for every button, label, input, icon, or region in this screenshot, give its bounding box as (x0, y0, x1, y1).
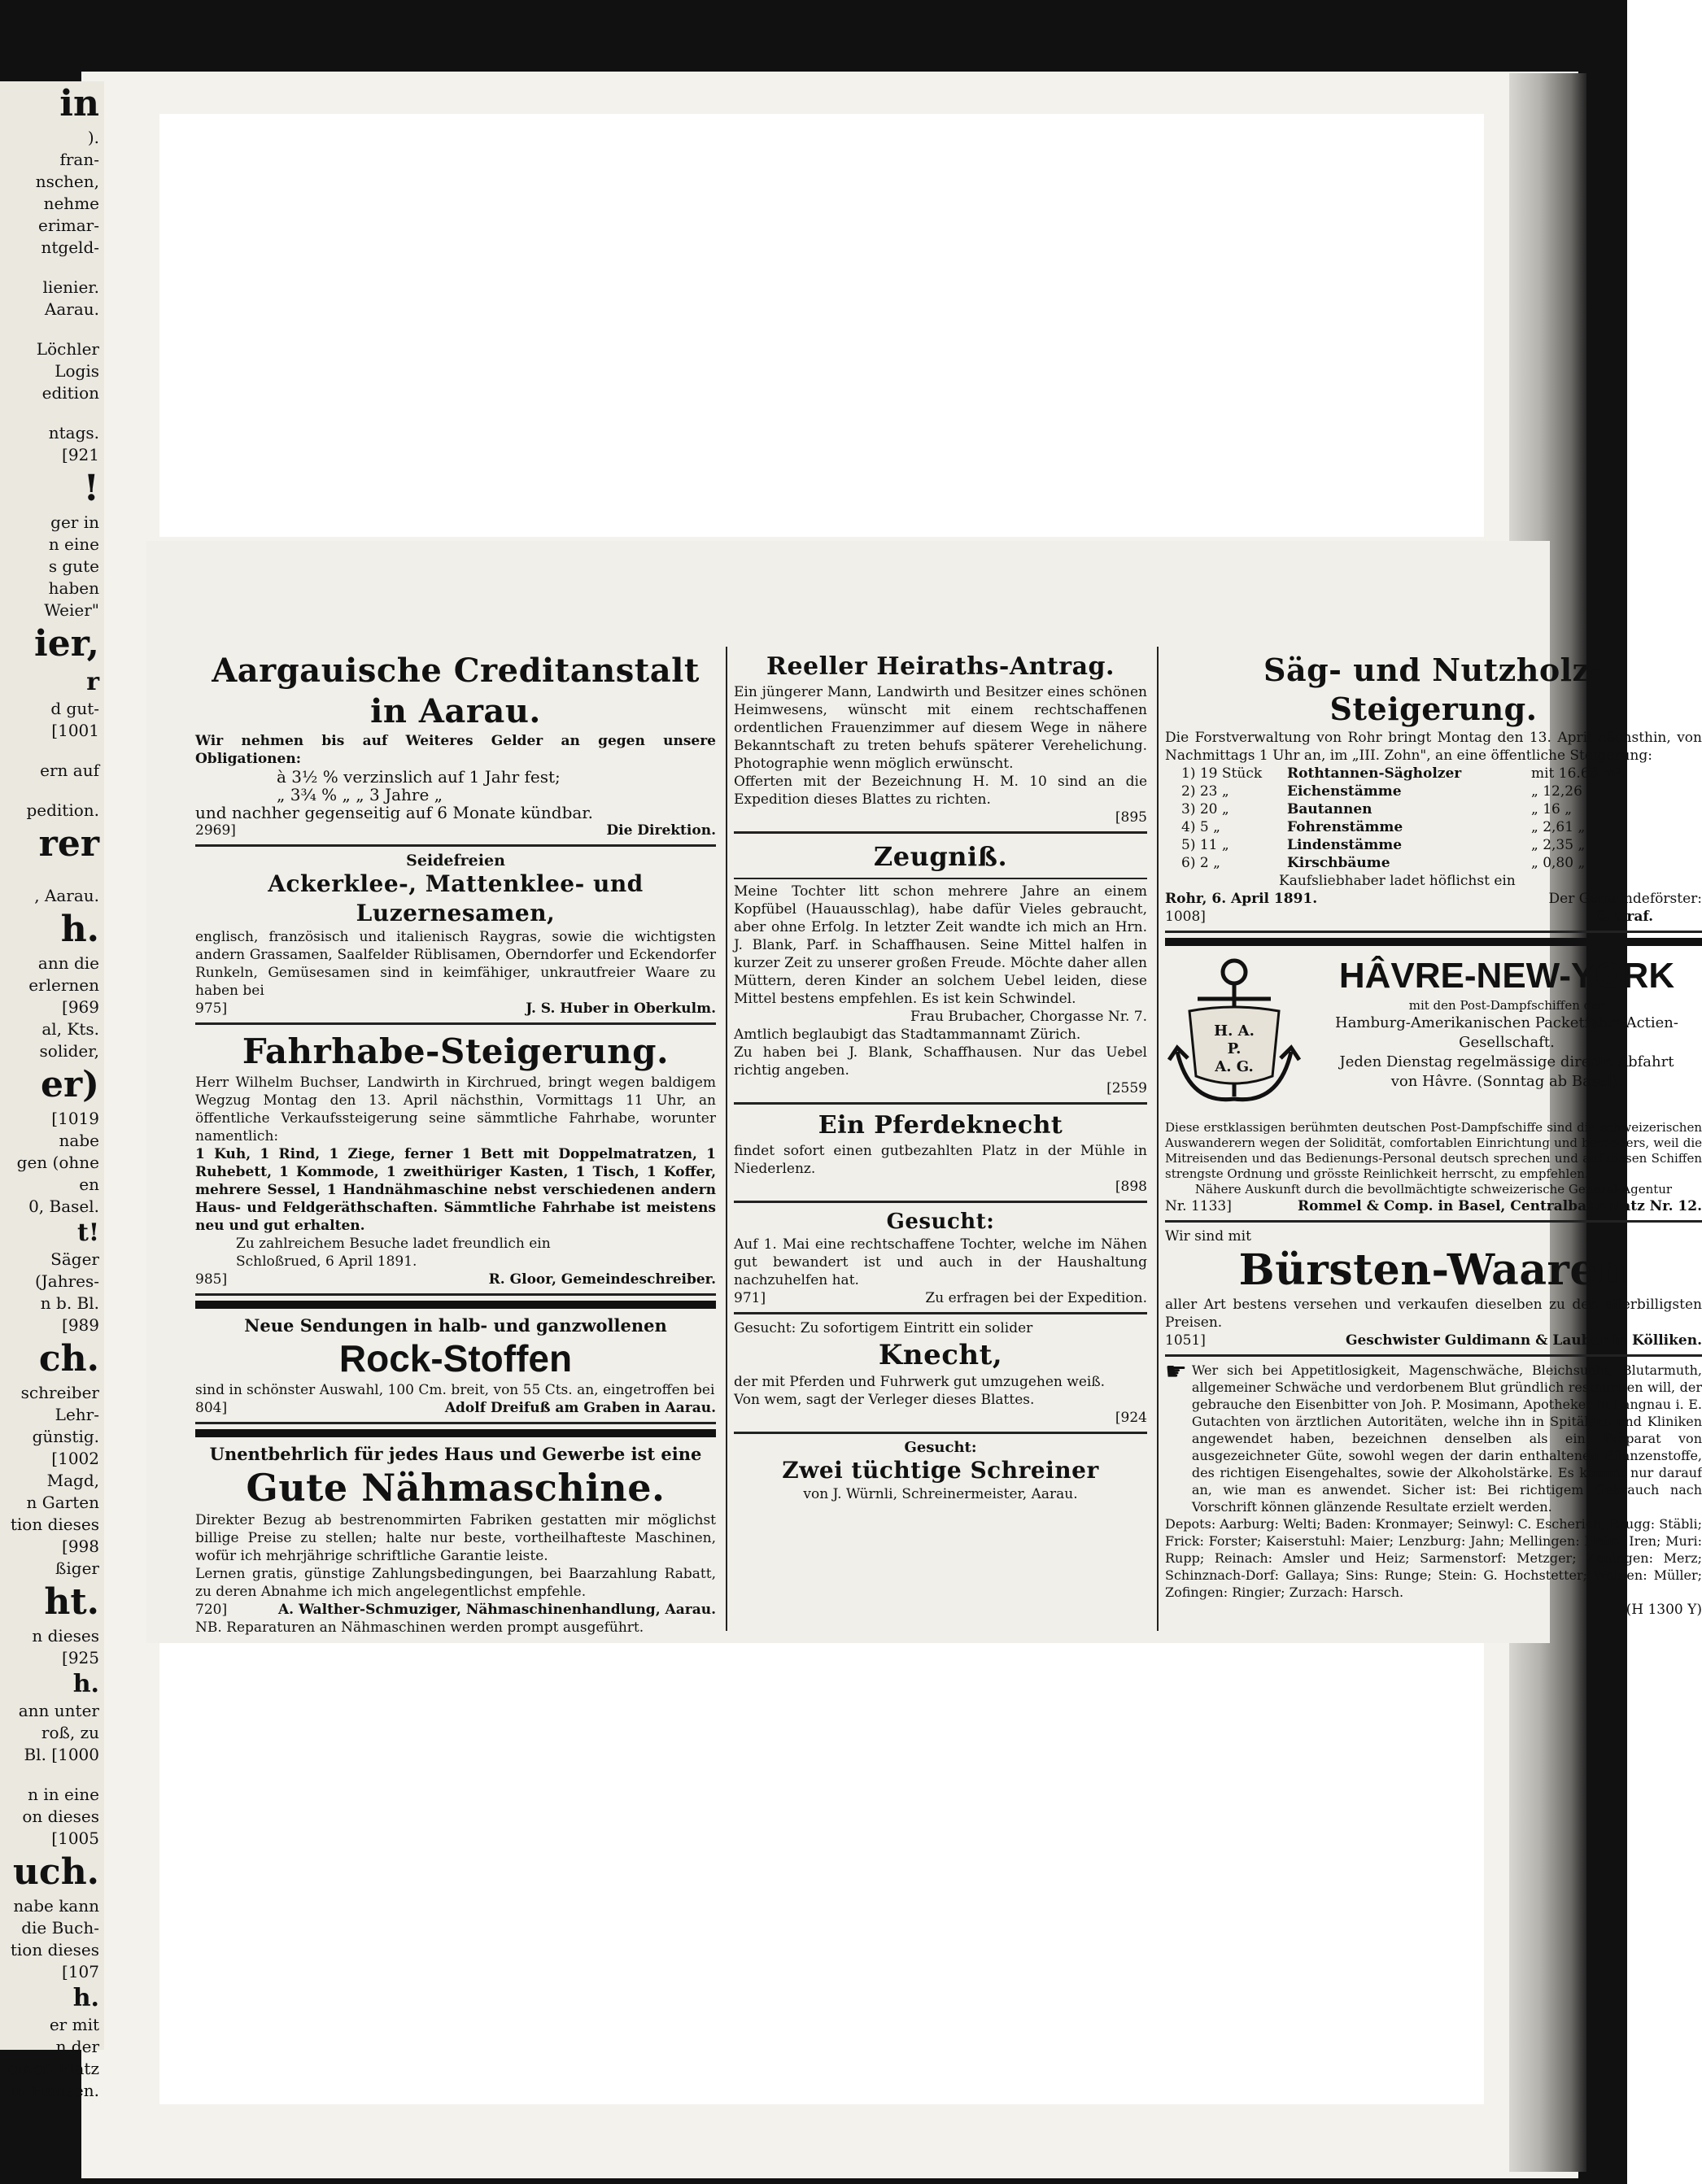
adjacent-page-fragment: h. (72, 1984, 99, 2012)
adjacent-page-fragment (0, 404, 104, 422)
wood-lot-row (1165, 782, 1702, 800)
adjacent-page-fragment: n dieses (32, 1626, 99, 1646)
lot-volume: „ 2,61 „ (1531, 819, 1586, 835)
ad-text: NB. Reparaturen an Nähmaschinen werden prompt ausgeführt. (195, 1619, 644, 1636)
ad-pretitle: Neue Sendungen in halb- und ganzwollenen (244, 1315, 667, 1336)
wood-lot-row (1165, 854, 1702, 872)
lot-item: Kirschbäume (1287, 855, 1390, 871)
ad-seeds (195, 847, 716, 1025)
ad-title: Reeller Heiraths-Antrag. (766, 652, 1115, 681)
ad-title: Knecht, (878, 1339, 1003, 1371)
adjacent-page-fragment: n der (55, 2037, 99, 2056)
adjacent-page-fragment: ntags. (48, 423, 99, 442)
blank-region-top (159, 114, 1484, 537)
ad-title: Gute Nähmaschine. (246, 1466, 666, 1510)
ad-signature: S. Graf. (1595, 909, 1653, 925)
lot-volume: „ 16 „ (1531, 801, 1573, 817)
adjacent-page-fragment (0, 320, 104, 338)
adjacent-page-fragment: er mit (49, 2015, 99, 2034)
adjacent-page-fragment: die Buch- (21, 1918, 99, 1938)
adjacent-page-fragment: on dieses (22, 1807, 99, 1826)
adjacent-page-fragment: Weier" (44, 600, 99, 620)
adjacent-page-fragment (0, 742, 104, 760)
ad-text: der mit Pferden und Fuhrwerk gut umzugehen weiß. (734, 1374, 1106, 1390)
ad-text: Jeden Dienstag regelmässige directe Abfahrt (1339, 1053, 1674, 1070)
ad-text: Auf 1. Mai eine rechtschaffene Tochter, welche im Nähen gut bewandert ist und auch in der Haushaltung nachzuhelfen hat. (734, 1236, 1147, 1288)
column-left (195, 651, 716, 1638)
adjacent-page-fragment: h. (60, 909, 99, 950)
svg-text:P.: P. (1227, 1040, 1242, 1057)
adjacent-page-fragment: schreiber (20, 1383, 99, 1402)
ad-signature: Adolf Dreifuß am Graben in Aarau. (444, 1400, 716, 1416)
column-rule (1157, 647, 1159, 1631)
ad-title: Zwei tüchtige Schreiner (782, 1457, 1099, 1484)
ad-text: „ 3¾ % „ „ 3 Jahre „ (277, 785, 443, 804)
adjacent-page-fragment: ). (87, 128, 99, 147)
ad-text: Von wem, sagt der Verleger dieses Blattes. (734, 1392, 1035, 1408)
ad-heiraths-antrag (734, 651, 1147, 834)
ad-number: 971] (734, 1290, 766, 1306)
lot-number: 4) 5 „ (1181, 819, 1220, 835)
column-rule (726, 647, 727, 1631)
ad-signature: Rommel & Comp. in Basel, Centralbahnplatz Nr. 12. (1297, 1198, 1702, 1214)
lot-number: 1) 19 Stück (1181, 765, 1263, 782)
wood-lot-row (1165, 765, 1702, 782)
ad-title: Säg- und Nutzholz-Steigerung. (1263, 652, 1604, 727)
adjacent-page-fragment (0, 867, 104, 885)
ad-buersten-waaren (1165, 1223, 1702, 1357)
adjacent-page-strip (0, 81, 104, 2100)
adjacent-page-fragment: [107 (62, 1962, 99, 1981)
lot-number: 6) 2 „ (1181, 855, 1220, 871)
adjacent-page-fragment: Säger (50, 1249, 99, 1269)
adjacent-page-fragment: ßiger (55, 1558, 99, 1578)
ad-eisenbitter (1165, 1357, 1702, 1624)
adjacent-page-fragment: Magd, (46, 1471, 99, 1490)
adjacent-page-fragment: pedition. (26, 800, 99, 820)
ad-number: 1051] (1165, 1332, 1206, 1349)
wood-lot-row (1165, 836, 1702, 854)
adjacent-page-fragment: nabe kann (13, 1896, 99, 1916)
ad-naehmaschine (195, 1442, 716, 1638)
adjacent-page-fragment: uch. (12, 1851, 99, 1893)
svg-text:H. A.: H. A. (1214, 1022, 1255, 1040)
ad-pretitle: Seidefreien (406, 852, 505, 870)
ad-text: Ein jüngerer Mann, Landwirth und Besitzer eines schönen Heimwesens, wünscht mit einem rechtschaffenen ordentlichen Frauenzimmer auf diesem Wege in nähere Bekanntschaft zu treten behufs späterer Verehelichung. Photographie wenn möglich erwünscht. (734, 684, 1147, 772)
ad-text: Depots: Aarburg: Welti; Baden: Kronmayer; Seinwyl: C. Escherich; Brugg: Stäbli; Frick: Forster; Kaiserstuhl: Maier; Lenzburg: Jahn; Mellingen: Heim; Iren; Muri: Rupp; Reinach: Amsler und Heiz; Sarmenstorf: Metzger; Zeningen: Merz; Schinznach-Dorf: Gallaya; Sins: Runge; Stein: G. Hochstetter; Wohlen: Müller; Zofingen: Ringier; Zurzach: Harsch. (1165, 1516, 1702, 1600)
adjacent-page-fragment (0, 259, 104, 277)
ad-text: Der Gemeindeförster: (1548, 891, 1702, 907)
ad-number: 1008] (1165, 909, 1206, 925)
ad-number: 985] (195, 1271, 228, 1288)
ad-pretitle: Unentbehrlich für jedes Haus und Gewerbe ist eine (209, 1444, 702, 1464)
adjacent-page-fragment: nschen, (35, 172, 99, 191)
adjacent-page-fragment: [1002 (51, 1449, 99, 1468)
adjacent-page-fragment (0, 1766, 104, 1784)
ad-havre-new-york (1165, 951, 1702, 1223)
adjacent-page-fragment: ntgeld- (41, 238, 99, 257)
ad-text: Rohr, 6. April 1891. (1165, 891, 1318, 907)
adjacent-page-fragment: fran- (59, 150, 99, 169)
ad-creditanstalt (195, 651, 716, 847)
ad-number: [895 (1115, 809, 1147, 826)
ad-title: Aargauische Creditanstalt in Aarau. (212, 652, 700, 730)
adjacent-page-fragment: ier, (33, 623, 99, 665)
ad-text: Die Forstverwaltung von Rohr bringt Montag den 13. April nächsthin, von Nachmittags 1 Uhr an, im „III. Zohn", an eine öffentliche Steigerung: (1165, 730, 1702, 764)
ad-signature: Frau Brubacher, Chorgasse Nr. 7. (910, 1009, 1147, 1025)
adjacent-page-fragment: [1019 (51, 1109, 99, 1128)
adjacent-page-fragment: rer (38, 823, 99, 865)
column-middle (734, 651, 1147, 1508)
ad-signature: Geschwister Guldimann & Lauber in Kölliken. (1345, 1332, 1702, 1349)
divider-bar (1165, 938, 1702, 946)
adjacent-page-fragment: d gut- (50, 699, 99, 718)
ad-text: Diese erstklassigen berühmten deutschen Post-Dampfschiffe sind die schweizerischen Auswanderern wegen der Solidität, comfortablen Einrichtung und besonders, weil die Mitreisenden und das Bedienungs-Personal deutsch sprechen und auf diesen Schiffen strengste Ordnung und grösste Reinlichkeit herrscht, zu empfehlen. (1165, 1120, 1702, 1181)
ad-text: mit den Post-Dampfschiffen der (1408, 998, 1605, 1013)
ad-text: englisch, französisch und italienisch Raygras, sowie die wichtigsten andern Grassamen, Saalfelder Rüblisamen, Oberndorfer und Eckendorfer Runkeln, Gemüsesamen sind in keimfähiger, unkrautfreier Waare zu haben bei (195, 929, 716, 999)
adjacent-page-fragment: n eine (48, 534, 99, 554)
adjacent-page-fragment: n in eine (28, 1785, 99, 1804)
ad-text: Kaufsliebhaber ladet höflichst ein (1279, 873, 1516, 889)
adjacent-page-fragment: r (86, 668, 99, 696)
lot-volume: „ 12,26 „ (1531, 783, 1595, 800)
adjacent-page-fragment: roß, zu (41, 1723, 99, 1742)
ad-number: [924 (1115, 1410, 1147, 1426)
adjacent-page-fragment: n b. Bl. (40, 1293, 99, 1313)
ad-zeugniss (734, 834, 1147, 1105)
adjacent-page-fragment: n Garten (26, 1493, 99, 1512)
lot-item: Eichenstämme (1287, 783, 1402, 800)
ad-title: Ein Pferdeknecht (818, 1111, 1063, 1140)
ad-holz-steigerung (1165, 651, 1702, 933)
lot-number: 5) 11 „ (1181, 837, 1229, 853)
lot-volume: „ 0,80 „ (1531, 855, 1586, 871)
ad-text: und nachher gegenseitig auf 6 Monate kündbar. (195, 803, 594, 822)
adjacent-page-fragment: ger in (50, 512, 99, 532)
adjacent-page-fragment: Aarau. (44, 299, 99, 319)
ad-number: 975] (195, 1000, 228, 1017)
adjacent-page-fragment: erimar- (38, 216, 99, 235)
pointing-hand-icon: ☛ (1165, 1358, 1187, 1386)
adjacent-page-fragment: nehme (43, 194, 99, 213)
ad-number: Nr. 1133] (1165, 1198, 1232, 1214)
ad-pferdeknecht (734, 1105, 1147, 1203)
lot-number: 3) 20 „ (1181, 801, 1229, 817)
ad-title: HÂVRE-NEW-YORK (1338, 956, 1675, 996)
adjacent-page-fragment: h. (72, 1670, 99, 1698)
ad-text: Wir nehmen bis auf Weiteres Gelder an gegen unsere Obligationen: (195, 733, 716, 767)
ad-text: Amtlich beglaubigt das Stadtammannamt Zürich. (734, 1027, 1081, 1043)
adjacent-page-fragment: [989 (62, 1315, 99, 1335)
ad-text: Zu haben bei J. Blank, Schaffhausen. Nur das Uebel richtig angeben. (734, 1044, 1147, 1079)
adjacent-page-fragment: gen (ohne (16, 1153, 99, 1172)
ad-text: von J. Würnli, Schreinermeister, Aarau. (803, 1486, 1078, 1502)
anchor-emblem-icon (1165, 954, 1311, 1120)
ad-text: aller Art bestens versehen und verkaufen dieselben zu den allerbilligsten Preisen. (1165, 1297, 1702, 1331)
ad-signature: A. Walther-Schmuziger, Nähmaschinenhandlung, Aarau. (277, 1602, 716, 1618)
lot-volume: mit 16.66 m³. (1531, 765, 1626, 782)
blank-region-bottom (159, 1637, 1484, 2104)
adjacent-page-fragment: , Aarau. (34, 886, 99, 905)
ad-number: (H 1300 Y) (1626, 1602, 1702, 1618)
ad-number: [898 (1115, 1179, 1147, 1195)
adjacent-page-fragment: [925 (62, 1648, 99, 1667)
divider (734, 878, 1147, 879)
ad-text: Wer sich bei Appetitlosigkeit, Magenschwäche, Bleichsucht, Blutarmuth, allgemeiner Schwäche und verdorbenem Blut gründlich restauriren will, der gebrauche den Eisenbitter von Joh. P. Mosimann, Apotheker in Langnau i. E. Gutachten von ärztlichen Autoritäten, welche ihn in Spitälern und Kliniken angewendet haben, bezeichnen denselben als ein Präparat von ausgezeichneter Güte, sowohl wegen der darin enthaltenen Pflanzenstoffe, des richtigen Eisengehaltes, sowie der Alkoholstärke. Es kommt nur darauf an, wie man es anwendet. Sicher ist: Bei richtigem Gebrauch nach Vorschrift können glänzende Resultate erzielt werden. (1191, 1362, 1702, 1515)
adjacent-page-fragment: Lehr- (55, 1405, 99, 1424)
adjacent-page-fragment: Bl. [1000 (24, 1745, 99, 1764)
ad-text: von Hâvre. (Sonntag ab Basel). (1390, 1073, 1623, 1090)
ad-number: 804] (195, 1400, 228, 1416)
adjacent-page-fragment: ann die (37, 953, 99, 973)
ad-text: sind in schönster Auswahl, 100 Cm. breit, von 55 Cts. an, eingetroffen bei (195, 1382, 715, 1398)
lot-number: 2) 23 „ (1181, 783, 1229, 800)
adjacent-page-fragment: er) (41, 1064, 99, 1105)
ad-knecht-gesucht (734, 1314, 1147, 1434)
column-right (1165, 651, 1702, 1624)
lot-item: Fohrenstämme (1287, 819, 1403, 835)
ad-number: [2559 (1106, 1080, 1147, 1096)
adjacent-page-fragment: ht. (44, 1581, 99, 1623)
lot-item: Rothtannen-Sägholzer (1287, 765, 1462, 782)
wood-lot-list (1165, 765, 1702, 872)
adjacent-page-fragment: haben (48, 578, 99, 598)
ad-title: Gesucht: (886, 1210, 995, 1234)
ad-number: 720] (195, 1602, 228, 1618)
ad-text: Gesucht: Zu sofortigem Eintritt ein solider (734, 1320, 1033, 1336)
ad-rock-stoffen (195, 1314, 716, 1424)
adjacent-page-fragment: erlernen (28, 975, 99, 995)
ad-title: Bürsten-Waaren (1238, 1245, 1629, 1295)
adjacent-page-fragment: [969 (62, 997, 99, 1017)
adjacent-page-fragment: ann unter (18, 1701, 99, 1720)
adjacent-page-fragment: [1001 (51, 721, 99, 740)
ad-tochter-gesucht (734, 1203, 1147, 1314)
adjacent-page-fragment: 0, Basel. (28, 1197, 99, 1216)
lot-item: Lindenstämme (1287, 837, 1403, 853)
divider-bar (195, 1429, 716, 1437)
ad-text: à 3½ % verzinslich auf 1 Jahr fest; (277, 767, 561, 787)
adjacent-page-fragment: ch. (38, 1338, 99, 1380)
ad-text: 1 Kuh, 1 Rind, 1 Ziege, ferner 1 Bett mit Doppelmatratzen, 1 Ruhebett, 1 Kommode, 1 zweithüriger Kasten, 1 Tisch, 1 Koffer, mehrere Sessel, 1 Handnähmaschine nebst verschiedenen andern Haus- und Feldgeräthschaften. Sämmtliche Fahrhabe ist meistens neu und gut erhalten. (195, 1146, 716, 1234)
adjacent-page-fragment (0, 782, 104, 800)
ad-text: Meine Tochter litt schon mehrere Jahre an einem Kopfübel (Hauausschlag), habe dafür Vieles gebraucht, aber ohne Erfolg. In letzter Zeit wandte ich mich an Hrn. J. Blank, Parf. in Schaffhausen. Seine Mittel halfen in kurzer Zeit zu unserer großen Freude. Möchte daher allen Müttern, deren Kinder an solchem Uebel leiden, diese Mittel bestens empfehlen. Es ist kein Schwindel. (734, 883, 1147, 1007)
ad-fahrhabe-auction (195, 1025, 716, 1296)
ad-pretitle: Wir sind mit (1165, 1228, 1251, 1245)
ad-text: Direkter Bezug ab bestrenommirten Fabriken gestatten mir möglichst billige Preise zu stellen; halte nur beste, vortheilhafteste Maschinen, wofür ich mehrjährige schriftliche Garantie leiste. (195, 1512, 716, 1564)
wood-lot-row (1165, 800, 1702, 818)
adjacent-page-fragment: in (59, 83, 99, 124)
ad-signature: R. Gloor, Gemeindeschreiber. (488, 1271, 716, 1288)
ad-signature: J. S. Huber in Oberkulm. (526, 1000, 716, 1017)
adjacent-page-fragment: en (79, 1175, 99, 1194)
lot-item: Bautannen (1287, 801, 1373, 817)
ad-number: 2969] (195, 822, 236, 839)
adjacent-page-fragment: [998 (62, 1537, 99, 1556)
ad-text: Lernen gratis, günstige Zahlungsbedingungen, bei Baarzahlung Rabatt, zu deren Abnahme ich mich angelegentlichst empfehle. (195, 1566, 716, 1600)
ad-pretitle: Gesucht: (904, 1439, 977, 1456)
adjacent-page-fragment: t! (76, 1218, 99, 1247)
ad-schreiner-gesucht (734, 1434, 1147, 1508)
ad-text: Offerten mit der Bezeichnung H. M. 10 sind an die Expedition dieses Blattes zu richten. (734, 774, 1147, 808)
advertisement-clipping (146, 541, 1702, 1643)
adjacent-page-fragment: solider, (39, 1041, 99, 1061)
svg-text:A. G.: A. G. (1215, 1058, 1254, 1075)
ad-text: Zu zahlreichem Besuche ladet freundlich ein (236, 1236, 551, 1252)
lot-volume: „ 2,35 „ (1531, 837, 1586, 853)
adjacent-page-fragment: al, Kts. (41, 1019, 99, 1039)
adjacent-page-fragment: ! (83, 468, 99, 509)
divider-bar (195, 1301, 716, 1309)
ad-text: Nähere Auskunft durch die bevollmächtigte schweizerische General-Agentur (1194, 1182, 1673, 1197)
ad-title: Zeugniß. (873, 841, 1008, 872)
adjacent-page-fragment: tion dieses (10, 1940, 99, 1959)
ad-title: Rock-Stoffen (338, 1337, 573, 1380)
adjacent-page-fragment: (Jahres- (34, 1271, 99, 1291)
ad-text: Hamburg-Amerikanischen Packetfahrt-Actien-Gesellschaft. (1335, 1014, 1678, 1051)
adjacent-page-fragment: [1005 (51, 1829, 99, 1848)
ad-text: Zu erfragen bei der Expedition. (925, 1290, 1147, 1306)
ad-title: Ackerklee-, Mattenklee- und Luzernesamen, (268, 870, 644, 926)
ad-text: findet sofort einen gutbezahlten Platz in der Mühle in Niederlenz. (734, 1143, 1147, 1177)
adjacent-page-fragment: einen Platz (7, 2059, 99, 2078)
ad-text: Schloßrued, 6 April 1891. (236, 1253, 417, 1270)
adjacent-page-fragment: günstig. (32, 1427, 99, 1446)
adjacent-page-fragment: Löchler (36, 339, 99, 359)
adjacent-page-fragment: nabe (59, 1131, 99, 1150)
ad-signature: Die Direktion. (606, 822, 716, 839)
adjacent-page-fragment: lienier. (42, 277, 99, 297)
adjacent-page-fragment: edition (41, 383, 99, 403)
adjacent-page-fragment: ern auf (40, 761, 99, 780)
adjacent-page-fragment: Logis (55, 361, 99, 381)
adjacent-page-fragment: in Hausen. (10, 2081, 99, 2100)
ad-text: Herr Wilhelm Buchser, Landwirth in Kirchrued, bringt wegen baldigem Wegzug Montag den 13. April nächsthin, Vormittags 11 Uhr, an öffentliche Verkaufssteigerung seine sämmtliche Fahrhabe, worunter namentlich: (195, 1075, 716, 1144)
wood-lot-row (1165, 818, 1702, 836)
adjacent-page-fragment: [921 (62, 445, 99, 464)
adjacent-page-fragment: s gute (48, 556, 99, 576)
adjacent-page-fragment: tion dieses (10, 1515, 99, 1534)
ad-title: Fahrhabe-Steigerung. (242, 1031, 670, 1071)
